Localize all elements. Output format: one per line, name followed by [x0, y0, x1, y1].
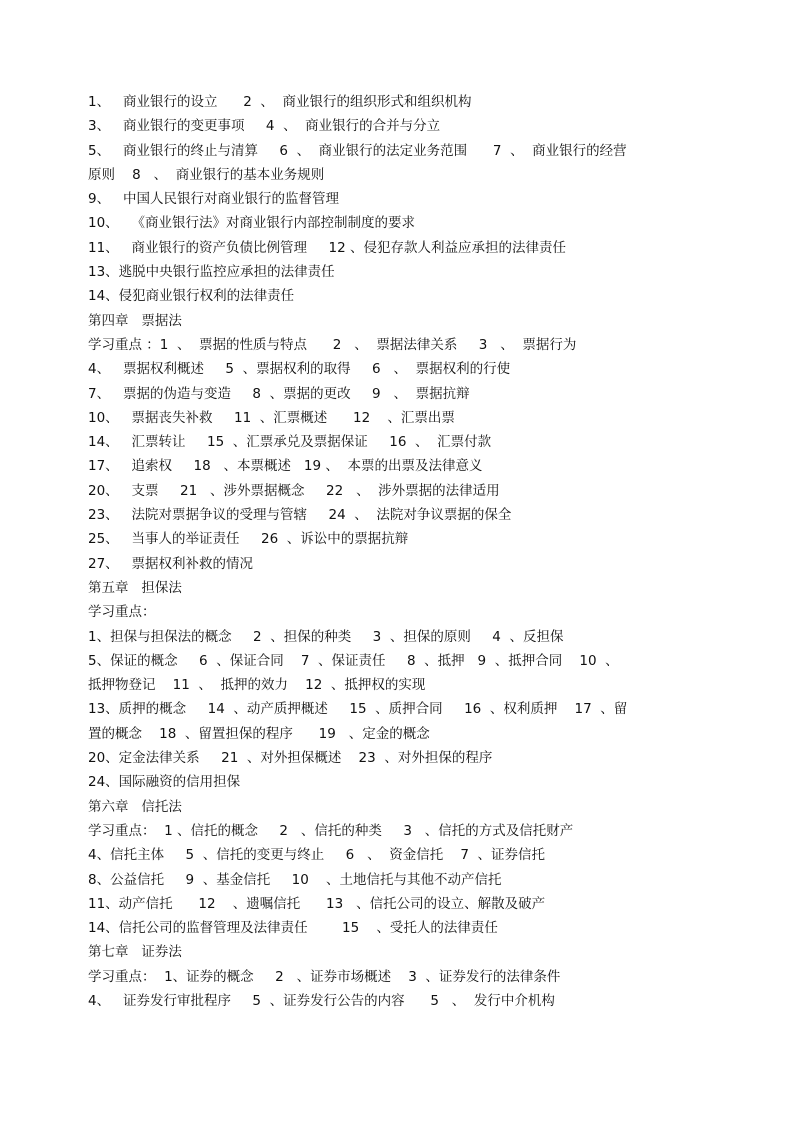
text-line: 学习重点：: [88, 604, 156, 621]
text-line: 11、 商业银行的资产负债比例管理 12 、侵犯存款人利益应承担的法律责任: [88, 239, 566, 256]
text-line: 学习重点： 1、证券的概念 2 、证券市场概述 3 、证券发行的法律条件: [88, 968, 561, 985]
text-line: 13、质押的概念 14 、动产质押概述 15 、质押合同 16 、权利质押 17 、留: [88, 701, 628, 718]
text-line: 7、 票据的伪造与变造 8 、票据的更改 9 、 票据抗辩: [88, 385, 470, 402]
text-line: 5、 商业银行的终止与清算 6 、 商业银行的法定业务范围 7 、 商业银行的经营: [88, 142, 627, 159]
text-line: 学习重点 ：1 、 票据的性质与特点 2 、 票据法律关系 3 、 票据行为: [88, 336, 577, 353]
text-line: 13、逃脱中央银行监控应承担的法律责任: [88, 264, 335, 281]
document-page: [88, 90, 708, 1013]
text-line: 9、 中国人民银行对商业银行的监督管理: [88, 191, 339, 208]
text-line: 14、侵犯商业银行权利的法律责任: [88, 288, 295, 305]
chapter-heading: 第五章 担保法: [88, 579, 182, 596]
text-line: 5、保证的概念 6 、保证合同 7 、保证责任 8 、抵押 9 、抵押合同 10 、: [88, 652, 619, 669]
text-line: 4、信托主体 5 、信托的变更与终止 6 、 资金信托 7 、证券信托: [88, 847, 546, 864]
text-line: 14、 汇票转让 15 、汇票承兑及票据保证 16 、 汇票付款: [88, 434, 492, 451]
text-line: 27、 票据权利补救的情况: [88, 555, 254, 572]
text-line: 23、 法院对票据争议的受理与管辖 24 、 法院对争议票据的保全: [88, 507, 512, 524]
text-line: 原则 8 、 商业银行的基本业务规则: [88, 166, 325, 183]
chapter-heading: 第六章 信托法: [88, 798, 182, 815]
chapter-heading: 第四章 票据法: [88, 312, 182, 329]
text-line: 11、动产信托 12 、遗嘱信托 13 、信托公司的设立、解散及破产: [88, 895, 546, 912]
text-line: 置的概念 18 、留置担保的程序 19 、定金的概念: [88, 725, 430, 742]
text-line: 24、国际融资的信用担保: [88, 774, 241, 791]
text-line: 4、 证券发行审批程序 5 、证券发行公告的内容 5 、 发行中介机构: [88, 992, 555, 1009]
text-line: 1、担保与担保法的概念 2 、担保的种类 3 、担保的原则 4 、反担保: [88, 628, 564, 645]
text-line: 14、信托公司的监督管理及法律责任 15 、受托人的法律责任: [88, 920, 498, 937]
chapter-heading: 第七章 证券法: [88, 944, 182, 961]
text-line: 20、定金法律关系 21 、对外担保概述 23 、对外担保的程序: [88, 750, 493, 767]
text-line: 3、 商业银行的变更事项 4 、 商业银行的合并与分立: [88, 118, 441, 135]
text-line: 4、 票据权利概述 5 、票据权利的取得 6 、 票据权利的行使: [88, 361, 511, 378]
text-line: 抵押物登记 11 、 抵押的效力 12 、抵押权的实现: [88, 677, 426, 694]
text-line: 17、 追索权 18 、本票概述 19 、 本票的出票及法律意义: [88, 458, 483, 475]
text-line: 学习重点： 1 、信托的概念 2 、信托的种类 3 、信托的方式及信托财产: [88, 822, 574, 839]
text-line: 25、 当事人的举证责任 26 、诉讼中的票据抗辩: [88, 531, 409, 548]
text-line: 10、 《商业银行法》对商业银行内部控制制度的要求: [88, 215, 416, 232]
text-line: 10、 票据丧失补救 11 、汇票概述 12 、汇票出票: [88, 409, 455, 426]
text-line: 1、 商业银行的设立 2 、 商业银行的组织形式和组织机构: [88, 94, 472, 110]
text-line: 8、公益信托 9 、基金信托 10 、土地信托与其他不动产信托: [88, 871, 502, 888]
text-line: 20、 支票 21 、涉外票据概念 22 、 涉外票据的法律适用: [88, 482, 500, 499]
